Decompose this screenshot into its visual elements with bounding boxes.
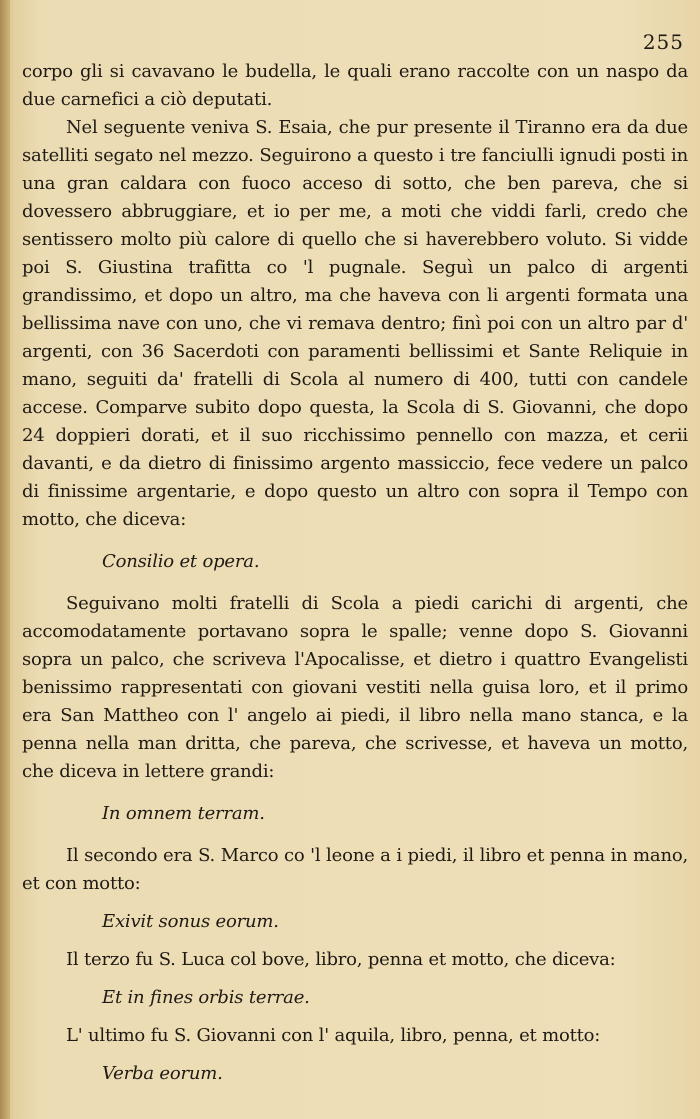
paragraph-marco: Il secondo era S. Marco co 'l leone a i piedi, il libro et penna in mano, et con motto: <box>22 845 688 894</box>
motto-in-omnem: In omnem terram. <box>102 803 265 824</box>
paragraph-continued: corpo gli si cavavano le budella, le quali erano raccolte con un naspo da due carnefici a ciò deputati. <box>22 61 688 110</box>
motto-consilio: Consilio et opera. <box>102 551 260 572</box>
paragraph-esaia: Nel seguente veniva S. Esaia, che pur presente il Tiranno era da due satelliti segato nel mezzo. Seguirono a questo i tre fanciulli ignudi posti in una gran caldara con fuoco acceso di sotto, che ben pareva, che si dovessero abbruggiare, et io per me, a moti che viddi farli, credo che sentissero molto più calore di quello che si haverebbero voluto. Si vidde poi S. Giustina trafitta co 'l pugnale. Seguì un palco di argenti grandissimo, et dopo un altro, ma che haveva con li argenti formata una bellissima nave con uno, che vi remava dentro; finì poi con un altro par d' argenti, con 36 Sacerdoti con paramenti bellissimi et Sante Reliquie in mano, seguiti da' fratelli di Scola al numero di 400, tutti con candele accese. Comparve subito dopo questa, la Scola di S. Giovanni, che dopo 24 doppieri dorati, et il suo ricchissimo pennello con mazza, et cerii davanti, e da dietro di finissimo argento massiccio, fece vedere un palco di finissime argentarie, e dopo questo un altro con sopra il Tempo con motto, che diceva: <box>22 117 688 530</box>
paragraph-luca: Il terzo fu S. Luca col bove, libro, penna et motto, che diceva: <box>66 949 616 970</box>
motto-et-in-fines: Et in fines orbis terrae. <box>102 987 310 1008</box>
page-number: 255 <box>642 30 684 54</box>
book-spine-edge <box>0 0 10 1119</box>
motto-verba: Verba eorum. <box>102 1063 223 1084</box>
page-body <box>22 58 688 1088</box>
paragraph-giovanni: L' ultimo fu S. Giovanni con l' aquila, libro, penna, et motto: <box>66 1025 601 1046</box>
motto-exivit: Exivit sonus eorum. <box>102 911 279 932</box>
paragraph-evangelisti: Seguivano molti fratelli di Scola a piedi carichi di argenti, che accomodatamente portavano sopra le spalle; venne dopo S. Giovanni sopra un palco, che scriveva l'Apocalisse, et dietro i quattro Evangelisti benissimo rappresentati con giovani vestiti nella guisa loro, et il primo era San Mattheo con l' angelo ai piedi, il libro nella mano stanca, e la penna nella man dritta, che pareva, che scrivesse, et haveva un motto, che diceva in lettere grandi: <box>22 593 688 782</box>
